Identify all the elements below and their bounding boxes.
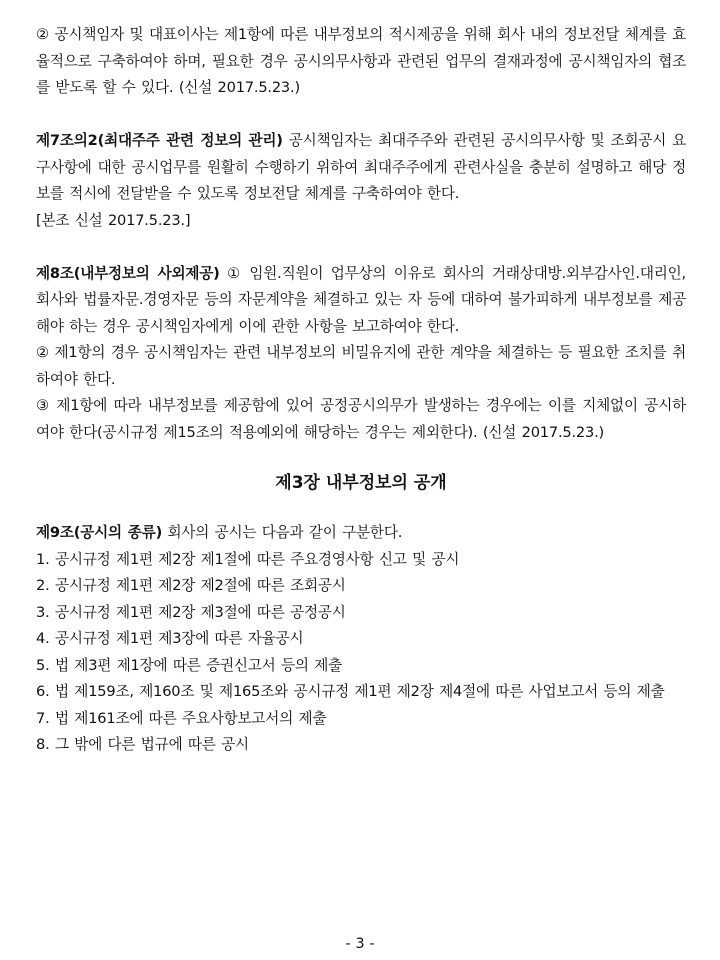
article7-paragraph-2: ② 공시책임자 및 대표이사는 제1항에 따른 내부정보의 적시제공을 위해 회사 내의 정보전달 체계를 효율적으로 구축하여야 하며, 필요한 경우 공시의무사항과 관련된 업무의 결재과정에 공시책임자의 협조를 받도록 할 수 있다. (신설 2017.5.23.) (36, 26, 686, 96)
article8-heading: 제8조(내부정보의 사외제공) (36, 264, 220, 282)
article9-item-8: 8. 그 밖에 다른 법규에 따른 공시 (36, 736, 249, 753)
article9-item-5: 5. 법 제3편 제1장에 따른 증권신고서 등의 제출 (36, 656, 343, 674)
article7-2-note: [본조 신설 2017.5.23.] (36, 211, 191, 229)
article7-2-paragraph (36, 128, 686, 208)
article8-paragraph-2: ② 제1항의 경우 공시책임자는 관련 내부정보의 비밀유지에 관한 계약을 체결하는 등 필요한 조치를 취하여야 한다. (36, 344, 686, 388)
paragraph-gap (36, 446, 686, 464)
article8-paragraph-1 (36, 261, 686, 341)
article9-item-7: 7. 법 제161조에 따른 주요사항보고서의 제출 (36, 709, 327, 727)
chapter-title: 제3장 내부정보의 공개 (275, 473, 447, 493)
paragraph-gap (36, 502, 686, 520)
page-number: - 3 - (345, 935, 375, 952)
article7-2-heading: 제7조의2(최대주주 관련 정보의 관리) (36, 132, 283, 149)
article8-paragraph-3: ③ 제1항에 따라 내부정보를 제공함에 있어 공정공시의무가 발생하는 경우에는 이를 지체없이 공시하여야 한다(공시규정 제15조의 적용예외에 해당하는 경우는 제외한다). (신설 2017.5.23.) (36, 397, 686, 441)
article9-intro-text: 회사의 공시는 다음과 같이 구분한다. (162, 524, 403, 541)
article9-heading: 제9조(공시의 종류) (36, 524, 163, 541)
document-body (36, 22, 686, 759)
article9-item-2: 2. 공시규정 제1편 제2장 제2절에 따른 조회공시 (36, 577, 346, 594)
article8-body: ① 임원.직원이 업무상의 이유로 회사의 거래상대방.외부감사인.대리인, 회사와 법률자문.경영자문 등의 자문계약을 체결하고 있는 자 등에 대하여 불가피하게 내부정보를 제공해야 하는 경우 공시책임자에게 이에 관한 사항을 보고하여야 한다. (36, 264, 686, 335)
paragraph-gap (36, 102, 686, 129)
article9-intro (36, 520, 686, 547)
article9-item-6: 6. 법 제159조, 제160조 및 제165조와 공시규정 제1편 제2장 제4절에 따른 사업보고서 등의 제출 (36, 683, 665, 700)
paragraph-gap (36, 234, 686, 261)
article9-item-1: 1. 공시규정 제1편 제2장 제1절에 따른 주요경영사항 신고 및 공시 (36, 550, 460, 568)
article9-item-4: 4. 공시규정 제1편 제3장에 따른 자율공시 (36, 630, 304, 647)
article7-2-body: 공시책임자는 최대주주와 관련된 공시의무사항 및 조회공시 요구사항에 대한 공시업무를 원활히 수행하기 위하여 최대주주에게 관련사실을 충분히 설명하고 해당 정보를 적시에 전달받을 수 있도록 정보전달 체계를 구축하여야 한다. (36, 132, 686, 202)
article9-item-3: 3. 공시규정 제1편 제2장 제3절에 따른 공정공시 (36, 603, 346, 621)
